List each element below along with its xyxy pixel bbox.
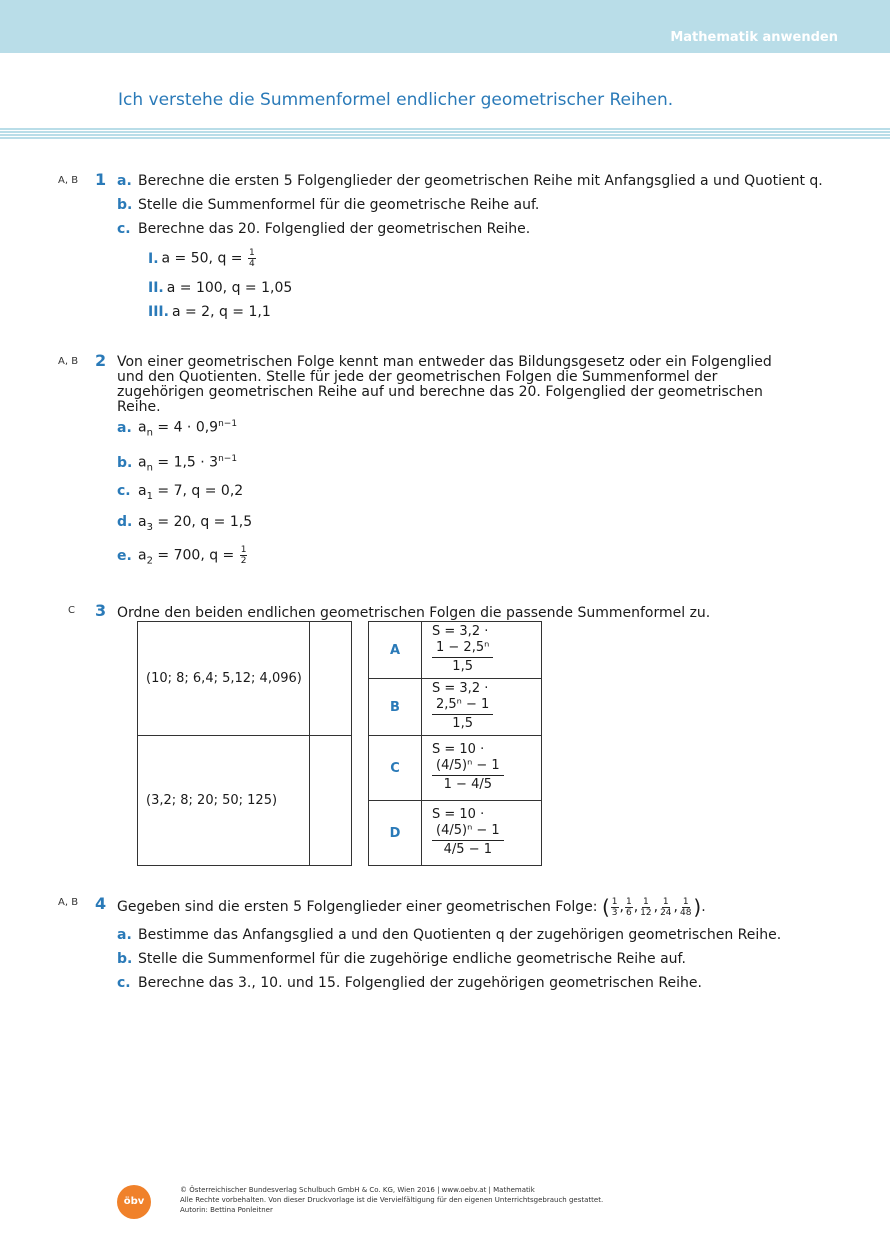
formula-denominator: 1 − 4/5 xyxy=(443,777,493,792)
task1-sub-III xyxy=(148,304,271,320)
item-exponent: n−1 xyxy=(218,454,238,464)
fraction-numerator: 1 xyxy=(662,896,669,907)
task1-number: 1 xyxy=(95,170,107,189)
part-label: c. xyxy=(117,221,131,237)
fraction-numerator: 1 xyxy=(682,896,689,907)
fraction xyxy=(240,545,248,566)
part-label: c. xyxy=(117,975,131,991)
formula-numerator: 2,5ⁿ − 1 xyxy=(432,696,493,715)
sub-label: I. xyxy=(148,250,159,267)
footer-line: Autorin: Bettina Ponleitner xyxy=(180,1206,273,1214)
task1-sub-II xyxy=(148,280,292,296)
formula-lhs: S = 3,2 · xyxy=(432,624,489,639)
task4-part-b xyxy=(117,951,686,967)
task1-sub-I xyxy=(148,248,257,269)
sequences-table xyxy=(137,621,352,866)
task2-item-c xyxy=(117,483,243,505)
publisher-logo: öbv xyxy=(117,1185,151,1219)
item-index: n xyxy=(146,462,153,474)
answer-box[interactable] xyxy=(309,736,351,866)
sub-label: II. xyxy=(148,280,164,296)
seq-fraction xyxy=(625,897,633,918)
formula-cell xyxy=(422,679,542,736)
task2-item-d xyxy=(117,514,252,536)
item-text: = 4 · 0,9 xyxy=(152,419,219,436)
formula-denominator: 1,5 xyxy=(452,659,473,674)
task3-category: C xyxy=(68,605,75,616)
task1-part-b xyxy=(117,197,539,213)
formula-fraction xyxy=(432,696,493,733)
item-var: a xyxy=(138,419,147,436)
fraction-denominator: 48 xyxy=(679,907,692,918)
fraction-denominator: 3 xyxy=(611,907,618,918)
task1-part-a xyxy=(117,173,823,189)
formula-fraction xyxy=(432,822,504,859)
item-text: = 700, q = xyxy=(152,547,239,564)
part-text: Stelle die Summenformel für die zugehörige endliche geometrische Reihe auf. xyxy=(138,951,686,967)
part-text: Bestimme das Anfangsglied a und den Quotienten q der zugehörigen geometrischen Reihe. xyxy=(138,927,782,943)
item-label: d. xyxy=(117,514,133,530)
formula-fraction xyxy=(432,639,493,676)
footer-copyright xyxy=(180,1185,603,1215)
header-band xyxy=(0,0,890,53)
footer-line: Alle Rechte vorbehalten. Von dieser Druckvorlage ist die Vervielfältigung für den eigenen Unterrichtsgebrauch gestattet. xyxy=(180,1196,604,1204)
formula-fraction xyxy=(432,757,504,794)
task4-part-c xyxy=(117,975,702,991)
item-var: a xyxy=(138,483,147,499)
part-label: b. xyxy=(117,197,133,213)
task3-number: 3 xyxy=(95,601,107,620)
item-index: 2 xyxy=(146,555,153,567)
sub-text: a = 2, q = 1,1 xyxy=(171,304,271,320)
formula-cell xyxy=(422,801,542,866)
formula-cell xyxy=(422,622,542,679)
fraction-denominator: 2 xyxy=(240,556,247,566)
fraction-numerator: 1 xyxy=(625,896,632,907)
header-label: Mathematik anwenden xyxy=(670,30,838,45)
part-label: a. xyxy=(117,173,132,189)
item-label: a. xyxy=(117,419,132,436)
task2-item-b xyxy=(117,451,237,476)
item-index: n xyxy=(146,427,153,439)
item-text: = 7, q = 0,2 xyxy=(152,483,244,499)
sub-text: a = 100, q = 1,05 xyxy=(166,280,293,296)
option-letter: B xyxy=(369,679,422,736)
sequence-cell: (3,2; 8; 20; 50; 125) xyxy=(138,736,310,866)
fraction-denominator: 24 xyxy=(660,907,672,918)
item-index: 1 xyxy=(146,490,153,502)
formula-lhs: S = 10 · xyxy=(432,807,485,822)
fraction-numerator: 1 xyxy=(643,896,649,907)
fraction-denominator: 4 xyxy=(248,259,255,269)
part-text: Berechne die ersten 5 Folgenglieder der geometrischen Reihe mit Anfangsglied a und Quotient q. xyxy=(138,173,823,189)
page-title: Ich verstehe die Summenformel endlicher geometrischer Reihen. xyxy=(118,90,674,110)
title-divider xyxy=(0,128,890,140)
part-text: Berechne das 20. Folgenglied der geometrischen Reihe. xyxy=(138,221,531,237)
footer-line: © Österreichischer Bundesverlag Schulbuch GmbH & Co. KG, Wien 2016 | www.oebv.at | Mathematik xyxy=(180,1186,535,1194)
formula-numerator: 1 − 2,5ⁿ xyxy=(432,639,493,658)
part-label: a. xyxy=(117,927,132,943)
sub-label: III. xyxy=(148,304,169,320)
formula-numerator: (4/5)ⁿ − 1 xyxy=(432,757,504,776)
part-text: Berechne das 3., 10. und 15. Folgenglied der zugehörigen geometrischen Reihe. xyxy=(138,975,702,991)
formulas-table xyxy=(368,621,542,866)
fraction-numerator: 1 xyxy=(248,248,255,258)
item-label: c. xyxy=(117,483,131,499)
fraction xyxy=(248,248,256,269)
part-text: Stelle die Summenformel für die geometrische Reihe auf. xyxy=(138,197,540,213)
task3-text: Ordne den beiden endlichen geometrischen Folgen die passende Summenformel zu. xyxy=(117,605,711,621)
item-text: = 20, q = 1,5 xyxy=(152,514,253,530)
fraction-numerator: 1 xyxy=(611,896,618,907)
fraction-denominator: 12 xyxy=(640,907,652,918)
fraction-denominator: 6 xyxy=(625,907,632,918)
formula-numerator: (4/5)ⁿ − 1 xyxy=(432,822,504,841)
item-label: e. xyxy=(117,547,132,564)
sub-text: a = 50, q = xyxy=(161,250,247,267)
task1-part-c xyxy=(117,221,530,237)
item-index: 3 xyxy=(146,521,153,533)
item-var: a xyxy=(138,547,147,564)
option-letter: D xyxy=(369,801,422,866)
formula-lhs: S = 10 · xyxy=(432,742,485,757)
task2-item-e xyxy=(117,545,248,569)
formula-denominator: 1,5 xyxy=(452,716,473,731)
seq-fraction xyxy=(639,897,652,918)
item-exponent: n−1 xyxy=(218,419,238,429)
sequence-cell: (10; 8; 6,4; 5,12; 4,096) xyxy=(138,622,310,736)
formula-denominator: 4/5 − 1 xyxy=(443,842,493,857)
option-letter: A xyxy=(369,622,422,679)
task2-item-a xyxy=(117,416,237,441)
fraction-numerator: 1 xyxy=(240,545,247,555)
answer-box[interactable] xyxy=(309,622,351,736)
item-var: a xyxy=(138,514,147,530)
task4-text: Gegeben sind die ersten 5 Folgenglieder einer geometrischen Folge: ( $\frac{1}{3}$ , $\frac{1}{6}$ , $\frac{1}{12}$ , $\frac{1}{24}$ , $\frac{1}{48}$ ). xyxy=(117,895,706,919)
seq-fraction xyxy=(659,897,672,918)
task2-text: Von einer geometrischen Folge kennt man entweder das Bildungsgesetz oder ein Folgenglied und den Quotienten. Stelle für jede der geometrischen Folgen die Summenformel der zugehörigen geometrischen Reihe auf und berechne das 20. Folgenglied der geometrischen Reihe. xyxy=(117,354,772,415)
item-label: b. xyxy=(117,454,133,471)
task2-category: A, B xyxy=(58,356,79,367)
seq-fraction xyxy=(679,897,692,918)
option-letter: C xyxy=(369,736,422,801)
formula-cell xyxy=(422,736,542,801)
task2-number: 2 xyxy=(95,351,107,370)
task4-part-a xyxy=(117,927,781,943)
item-var: a xyxy=(138,454,147,471)
seq-fraction xyxy=(611,897,619,918)
part-label: b. xyxy=(117,951,133,967)
formula-lhs: S = 3,2 · xyxy=(432,681,489,696)
item-text: = 1,5 · 3 xyxy=(152,454,219,471)
task4-category: A, B xyxy=(58,897,79,908)
task4-intro: Gegeben sind die ersten 5 Folgenglieder einer geometrischen Folge: xyxy=(117,899,598,915)
task1-category: A, B xyxy=(58,175,79,186)
task4-number: 4 xyxy=(95,894,107,913)
